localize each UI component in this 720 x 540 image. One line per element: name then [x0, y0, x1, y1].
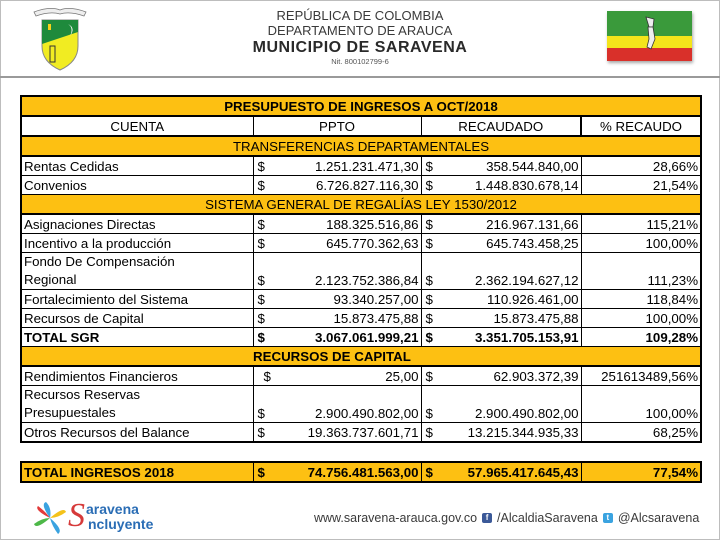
currency-symbol: $	[425, 273, 433, 288]
ppto-cell: 15.873.475,88	[333, 310, 419, 326]
currency-symbol: $	[425, 310, 433, 326]
recaudado-cell: 358.544.840,00	[486, 158, 579, 174]
currency-symbol: $	[257, 177, 265, 193]
municipal-shield-icon	[30, 6, 90, 72]
cuenta-cell: Asignaciones Directas	[21, 214, 253, 234]
ppto-cell: 3.067.061.999,21	[314, 329, 419, 345]
ppto-cell: 1.251.231.471,30	[314, 158, 419, 174]
facebook-icon: f	[482, 513, 492, 523]
ppto-cell: 6.726.827.116,30	[315, 177, 419, 193]
currency-symbol: $	[257, 424, 265, 440]
table-row	[21, 290, 701, 309]
table-row	[21, 423, 701, 443]
cuenta-cell: Incentivo a la producción	[21, 234, 253, 253]
col-header-ppto: PPTO	[253, 116, 421, 136]
saravena-incluyente-logo	[30, 497, 190, 536]
recaudado-cell: 2.362.194.627,12	[474, 273, 579, 288]
table-row	[21, 253, 701, 290]
pct-cell: 109,28%	[581, 328, 701, 347]
ppto-cell: 93.340.257,00	[333, 291, 419, 307]
recaudado-cell: 57.965.417.645,43	[467, 464, 579, 480]
department-line: DEPARTAMENTO DE ARAUCA	[267, 23, 453, 38]
cuenta-cell: Recursos de Capital	[21, 309, 253, 328]
currency-symbol: $	[257, 235, 265, 251]
column-header-row	[21, 116, 701, 136]
pct-cell: 77,54%	[581, 462, 701, 482]
flag-emblem-icon	[640, 15, 660, 55]
currency-symbol: $	[425, 406, 433, 421]
table-row	[21, 176, 701, 195]
ppto-cell: 2.123.752.386,84	[314, 273, 419, 288]
cuenta-cell: Rentas Cedidas	[21, 156, 253, 176]
flower-logo-icon	[30, 500, 70, 536]
ppto-cell: 74.756.481.563,00	[307, 464, 419, 480]
currency-symbol: $	[263, 369, 271, 384]
letterhead	[0, 0, 720, 78]
ppto-cell: 2.900.490.802,00	[314, 406, 419, 421]
currency-symbol: $	[257, 406, 265, 421]
nit-line: Nit. 800102799-6	[331, 57, 389, 66]
table-title-row	[21, 96, 701, 116]
footer-contact	[314, 511, 699, 525]
currency-symbol: $	[257, 310, 265, 326]
table-row	[21, 234, 701, 253]
table-row	[21, 214, 701, 234]
table-row	[21, 156, 701, 176]
letterhead-text	[230, 8, 490, 67]
recaudado-cell: 216.967.131,66	[486, 216, 579, 232]
ppto-cell: 19.363.737.601,71	[307, 424, 419, 440]
recaudado-cell: 13.215.344.935,33	[467, 424, 579, 440]
recaudado-cell: 1.448.830.678,14	[474, 177, 579, 193]
recaudado-cell: 3.351.705.153,91	[474, 329, 579, 345]
cuenta-cell: Otros Recursos del Balance	[21, 423, 253, 443]
table-row	[21, 309, 701, 328]
currency-symbol: $	[425, 424, 433, 440]
pct-cell: 111,23%	[581, 253, 701, 290]
cuenta-cell: TOTAL SGR	[21, 328, 253, 347]
section-title: SISTEMA GENERAL DE REGALÍAS LEY 1530/2012	[21, 195, 701, 215]
pct-cell: 100,00%	[581, 234, 701, 253]
pct-cell: 100,00%	[581, 309, 701, 328]
pct-cell: 115,21%	[581, 214, 701, 234]
pct-cell: 68,25%	[581, 423, 701, 443]
cuenta-cell: Fondo De Compensación Regional	[21, 253, 253, 290]
cuenta-cell: Convenios	[21, 176, 253, 195]
section-header-row	[21, 136, 701, 156]
logo-line1: aravena	[86, 501, 139, 517]
ppto-cell: 25,00	[385, 369, 419, 384]
recaudado-cell: 15.873.475,88	[493, 310, 579, 326]
cuenta-cell: Rendimientos Financieros	[21, 366, 253, 386]
currency-symbol: $	[257, 273, 265, 288]
cuenta-cell: Fortalecimiento del Sistema	[21, 290, 253, 309]
currency-symbol: $	[257, 158, 265, 174]
col-header-recaudado: RECAUDADO	[421, 116, 581, 136]
currency-symbol: $	[425, 216, 433, 232]
country-line: REPÚBLICA DE COLOMBIA	[276, 8, 444, 23]
recaudado-cell: 62.903.372,39	[493, 369, 579, 384]
logo-s-glyph: S	[68, 497, 85, 534]
currency-symbol: $	[257, 329, 265, 345]
section-header-row	[21, 195, 701, 215]
ppto-cell: 645.770.362,63	[326, 235, 419, 251]
table-title: PRESUPUESTO DE INGRESOS A OCT/2018	[21, 96, 701, 116]
currency-symbol: $	[425, 158, 433, 174]
currency-symbol: $	[425, 369, 433, 384]
currency-symbol: $	[257, 216, 265, 232]
section-title: TRANSFERENCIAS DEPARTAMENTALES	[21, 136, 701, 156]
col-header-pct: % RECAUDO	[581, 116, 701, 136]
cuenta-cell: TOTAL INGRESOS 2018	[21, 462, 253, 482]
facebook-handle[interactable]: /AlcaldiaSaravena	[497, 511, 598, 525]
currency-symbol: $	[425, 464, 433, 480]
pct-cell: 118,84%	[581, 290, 701, 309]
recaudado-cell: 110.926.461,00	[487, 291, 579, 307]
currency-symbol: $	[425, 235, 433, 251]
pct-cell: 251613489,56%	[581, 366, 701, 386]
pct-cell: 100,00%	[581, 386, 701, 423]
currency-symbol: $	[425, 177, 433, 193]
pct-cell: 21,54%	[581, 176, 701, 195]
currency-symbol: $	[425, 329, 433, 345]
section-title: RECURSOS DE CAPITAL	[253, 347, 581, 367]
income-budget-table	[20, 95, 702, 483]
table-row	[21, 366, 701, 386]
website-link[interactable]: www.saravena-arauca.gov.co	[314, 511, 478, 525]
ppto-cell: 188.325.516,86	[326, 216, 419, 232]
recaudado-cell: 645.743.458,25	[486, 235, 579, 251]
grand-total-row	[21, 462, 701, 482]
section-header-row	[21, 347, 701, 367]
pct-cell: 28,66%	[581, 156, 701, 176]
twitter-handle[interactable]: @Alcsaravena	[617, 511, 700, 525]
table-row	[21, 386, 701, 423]
twitter-icon: t	[603, 513, 613, 523]
col-header-cuenta: CUENTA	[21, 116, 253, 136]
currency-symbol: $	[257, 464, 265, 480]
logo-line2: ncluyente	[88, 516, 154, 532]
currency-symbol: $	[257, 291, 265, 307]
currency-symbol: $	[425, 291, 433, 307]
cuenta-cell: Recursos Reservas Presupuestales	[21, 386, 253, 423]
saravena-flag-icon	[607, 11, 692, 61]
subtotal-row	[21, 328, 701, 347]
municipality-line: MUNICIPIO DE SARAVENA	[252, 39, 468, 56]
recaudado-cell: 2.900.490.802,00	[474, 406, 579, 421]
